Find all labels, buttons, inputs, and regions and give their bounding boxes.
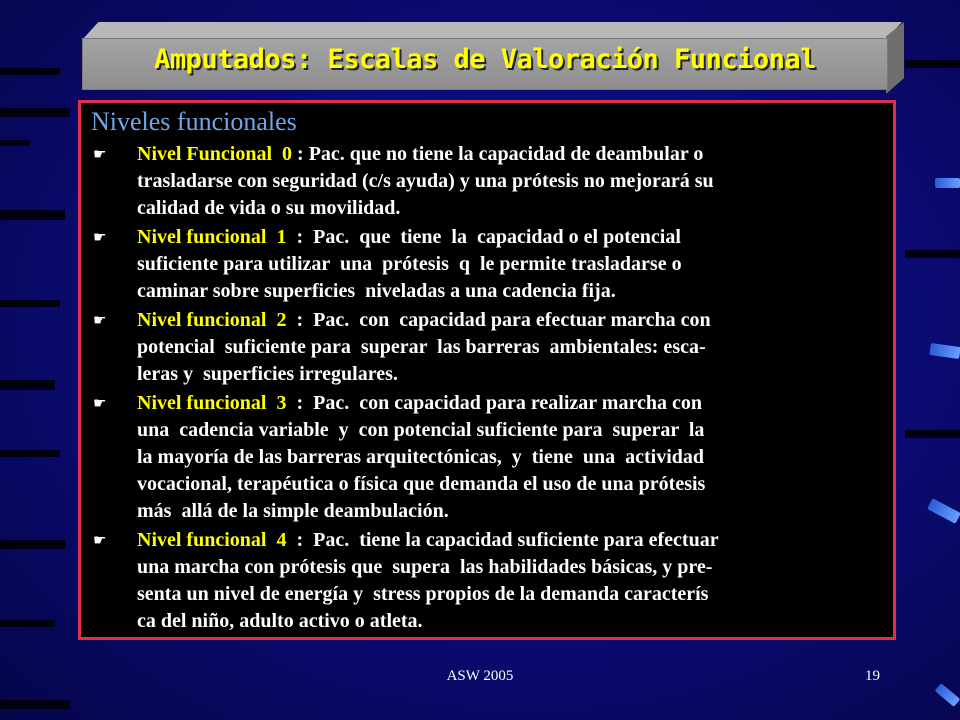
background-stripe <box>0 450 60 457</box>
page-number: 19 <box>865 668 880 684</box>
level-label: Nivel Funcional 0 <box>137 143 293 165</box>
item-text: Pac. con capacidad para efectuar marcha con <box>313 309 711 331</box>
item-line: trasladarse con seguridad (c/s ayuda) y una prótesis no mejorará su <box>137 170 714 192</box>
level-separator: : <box>286 226 314 248</box>
background-stripe <box>0 300 60 307</box>
slide-title: Amputados: Escalas de Valoración Funcional <box>154 44 816 75</box>
background-accent <box>935 178 960 188</box>
background-stripe <box>0 380 55 390</box>
background-stripe <box>0 700 70 709</box>
level-label: Nivel funcional 2 <box>137 309 287 331</box>
background-stripe <box>0 540 65 549</box>
item-line: suficiente para utilizar una prótesis q le permite trasladarse o <box>137 253 682 275</box>
item-line <box>137 527 883 554</box>
list-item <box>91 307 883 388</box>
item-text: Pac. tiene la capacidad suficiente para efectuar <box>313 529 719 551</box>
level-label: Nivel funcional 1 <box>137 226 287 248</box>
list-item <box>91 224 883 305</box>
item-line: más allá de la simple deambulación. <box>137 500 449 522</box>
item-line <box>137 224 883 251</box>
item-line: leras y superficies irregulares. <box>137 363 398 385</box>
item-line: senta un nivel de energía y stress propios de la demanda caracterís <box>137 583 709 605</box>
footer-text: ASW 2005 <box>446 668 514 684</box>
item-text: Pac. que tiene la capacidad o el potencial <box>313 226 681 248</box>
pointing-hand-icon: ☛ <box>93 145 107 163</box>
background-stripe <box>0 620 55 627</box>
background-accent <box>935 683 960 707</box>
list-item <box>91 141 883 222</box>
pointing-hand-icon: ☛ <box>93 394 107 412</box>
item-line: potencial suficiente para superar las barreras ambientales: esca- <box>137 336 706 358</box>
level-separator: : <box>286 392 314 414</box>
background-accent <box>927 498 960 524</box>
level-separator: : <box>286 309 314 331</box>
item-line: la mayoría de las barreras arquitectónicas, y tiene una actividad <box>137 446 705 468</box>
section-heading: Niveles funcionales <box>91 107 297 136</box>
item-line: vocacional, terapéutica o física que demanda el uso de una prótesis <box>137 473 706 495</box>
background-stripe <box>0 108 70 117</box>
background-accent <box>929 343 960 359</box>
level-label: Nivel funcional 4 <box>137 529 287 551</box>
item-line: calidad de vida o su movilidad. <box>137 197 401 219</box>
background-stripe <box>0 140 30 146</box>
background-stripe <box>0 68 60 75</box>
item-line: ca del niño, adulto activo o atleta. <box>137 610 423 632</box>
item-line <box>137 390 883 417</box>
item-line <box>137 307 883 334</box>
list-item <box>91 527 883 635</box>
item-line: caminar sobre superficies niveladas a una cadencia fija. <box>137 280 616 302</box>
level-separator: : <box>292 143 309 165</box>
pointing-hand-icon: ☛ <box>93 531 107 549</box>
pointing-hand-icon: ☛ <box>93 228 107 246</box>
list-item <box>91 390 883 525</box>
content-panel <box>78 100 896 640</box>
item-line: una marcha con prótesis que supera las habilidades básicas, y pre- <box>137 556 713 578</box>
item-text: Pac. con capacidad para realizar marcha con <box>313 392 702 414</box>
background-stripe <box>0 210 65 220</box>
item-line: una cadencia variable y con potencial suficiente para superar la <box>137 419 705 441</box>
item-line <box>137 141 883 168</box>
item-text: Pac. que no tiene la capacidad de deambular o <box>308 143 704 165</box>
pointing-hand-icon: ☛ <box>93 311 107 329</box>
level-separator: : <box>286 529 314 551</box>
background-stripe <box>905 430 960 438</box>
level-label: Nivel funcional 3 <box>137 392 287 414</box>
background-stripe <box>905 250 960 258</box>
background-stripe <box>905 60 960 68</box>
